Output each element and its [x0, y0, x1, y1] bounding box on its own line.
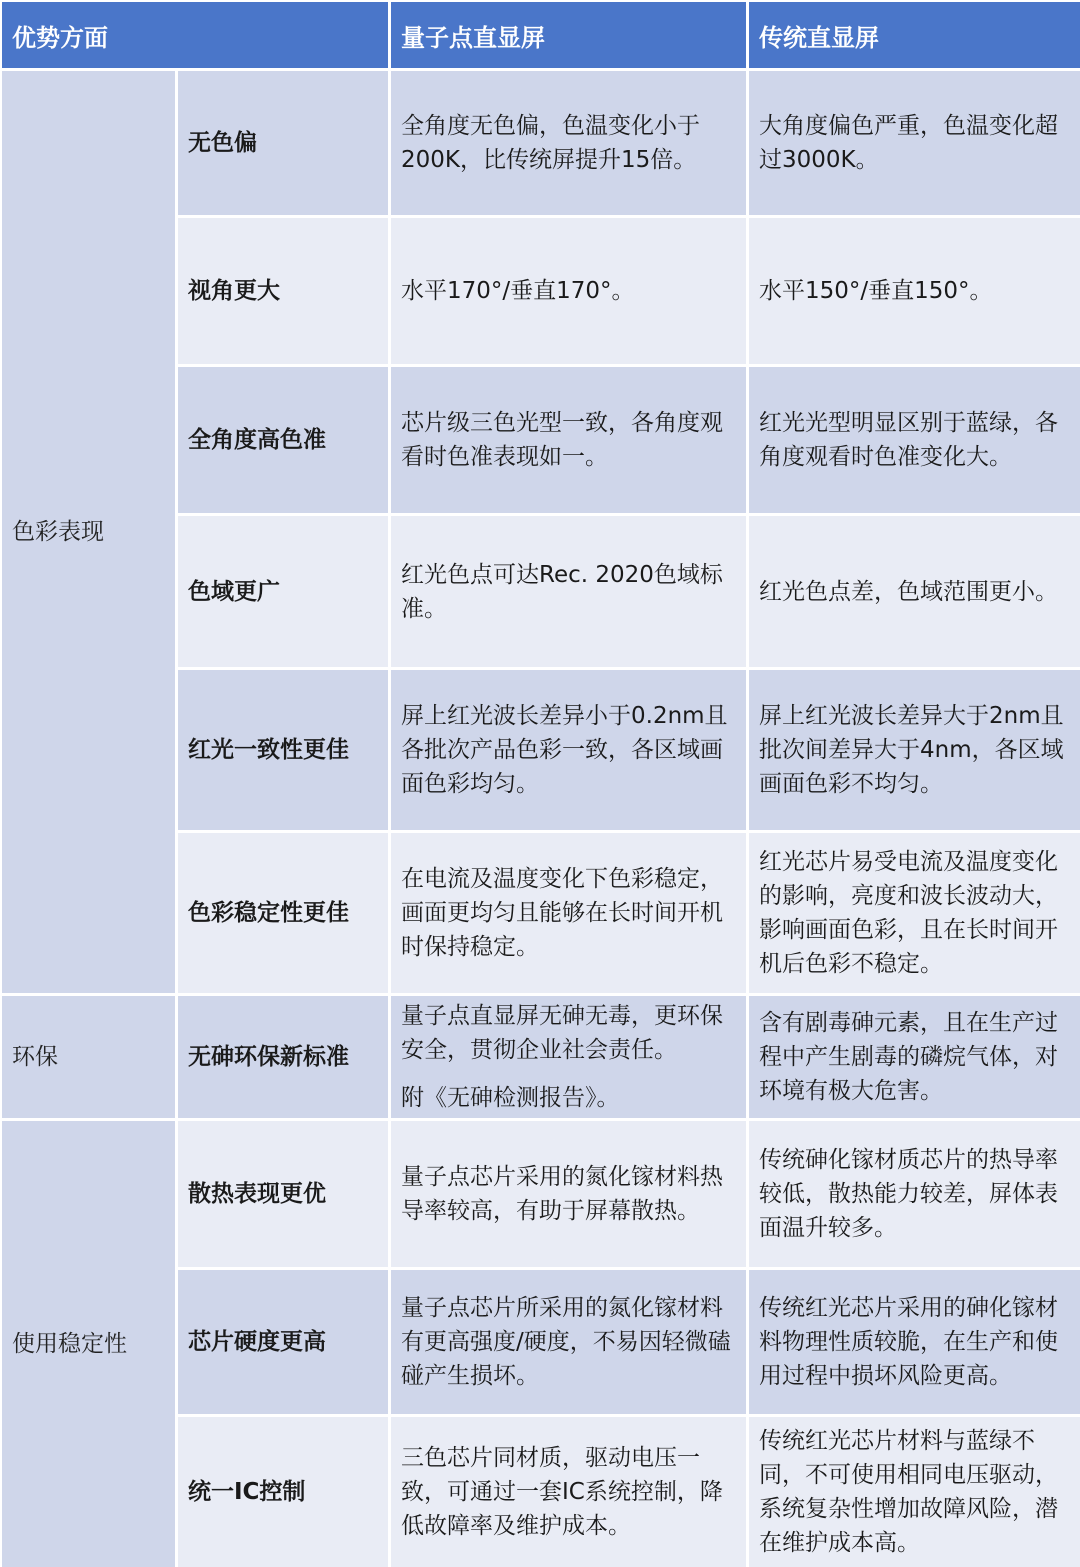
qd-cell [391, 996, 746, 1118]
traditional-cell: 传统红光芯片采用的砷化镓材料物理性质较脆，在生产和使用过程中损坏风险更高。 [749, 1270, 1080, 1414]
qd-cell: 在电流及温度变化下色彩稳定，画面更均匀且能够在长时间开机时保持稳定。 [391, 833, 746, 993]
feature-cell: 色域更广 [178, 516, 388, 667]
feature-cell: 视角更大 [178, 218, 388, 364]
feature-cell: 无砷环保新标准 [178, 996, 388, 1118]
traditional-cell: 传统砷化镓材质芯片的热导率较低，散热能力较差，屏体表面温升较多。 [749, 1121, 1080, 1267]
category-environment: 环保 [2, 996, 175, 1118]
traditional-cell: 水平150°/垂直150°。 [749, 218, 1080, 364]
qd-cell: 全角度无色偏，色温变化小于200K，比传统屏提升15倍。 [391, 71, 746, 215]
test-report-note: 附《无砷检测报告》。 [401, 1085, 620, 1111]
header-qd-display: 量子点直显屏 [391, 2, 746, 68]
header-traditional-display: 传统直显屏 [749, 2, 1080, 68]
qd-cell-text: 量子点直显屏无砷无毒，更环保安全，贯彻企业社会责任。 [401, 1003, 723, 1063]
qd-cell: 三色芯片同材质，驱动电压一致，可通过一套IC系统控制，降低故障率及维护成本。 [391, 1417, 746, 1567]
qd-cell: 量子点芯片所采用的氮化镓材料有更高强度/硬度，不易因轻微磕碰产生损坏。 [391, 1270, 746, 1414]
traditional-cell: 传统红光芯片材料与蓝绿不同，不可使用相同电压驱动，系统复杂性增加故障风险，潜在维护成本高。 [749, 1417, 1080, 1567]
qd-cell: 水平170°/垂直170°。 [391, 218, 746, 364]
feature-cell: 红光一致性更佳 [178, 670, 388, 830]
traditional-cell: 红光色点差，色域范围更小。 [749, 516, 1080, 667]
feature-cell: 无色偏 [178, 71, 388, 215]
feature-cell: 芯片硬度更高 [178, 1270, 388, 1414]
traditional-cell: 屏上红光波长差异大于2nm且批次间差异大于4nm，各区域画面色彩不均匀。 [749, 670, 1080, 830]
feature-cell: 散热表现更优 [178, 1121, 388, 1267]
feature-cell: 统一IC控制 [178, 1417, 388, 1567]
traditional-cell: 大角度偏色严重，色温变化超过3000K。 [749, 71, 1080, 215]
qd-cell: 芯片级三色光型一致，各角度观看时色准表现如一。 [391, 367, 746, 513]
category-color-performance: 色彩表现 [2, 71, 175, 993]
header-advantage-aspect: 优势方面 [2, 2, 388, 68]
traditional-cell: 含有剧毒砷元素，且在生产过程中产生剧毒的磷烷气体，对环境有极大危害。 [749, 996, 1080, 1118]
qd-cell: 红光色点可达Rec. 2020色域标准。 [391, 516, 746, 667]
traditional-cell: 红光光型明显区别于蓝绿，各角度观看时色准变化大。 [749, 367, 1080, 513]
feature-cell: 全角度高色准 [178, 367, 388, 513]
feature-cell: 色彩稳定性更佳 [178, 833, 388, 993]
category-stability: 使用稳定性 [2, 1121, 175, 1567]
comparison-table [2, 2, 1075, 1556]
qd-cell: 量子点芯片采用的氮化镓材料热导率较高，有助于屏幕散热。 [391, 1121, 746, 1267]
traditional-cell: 红光芯片易受电流及温度变化的影响，亮度和波长波动大，影响画面色彩，且在长时间开机后色彩不稳定。 [749, 833, 1080, 993]
qd-cell: 屏上红光波长差异小于0.2nm且各批次产品色彩一致，各区域画面色彩均匀。 [391, 670, 746, 830]
